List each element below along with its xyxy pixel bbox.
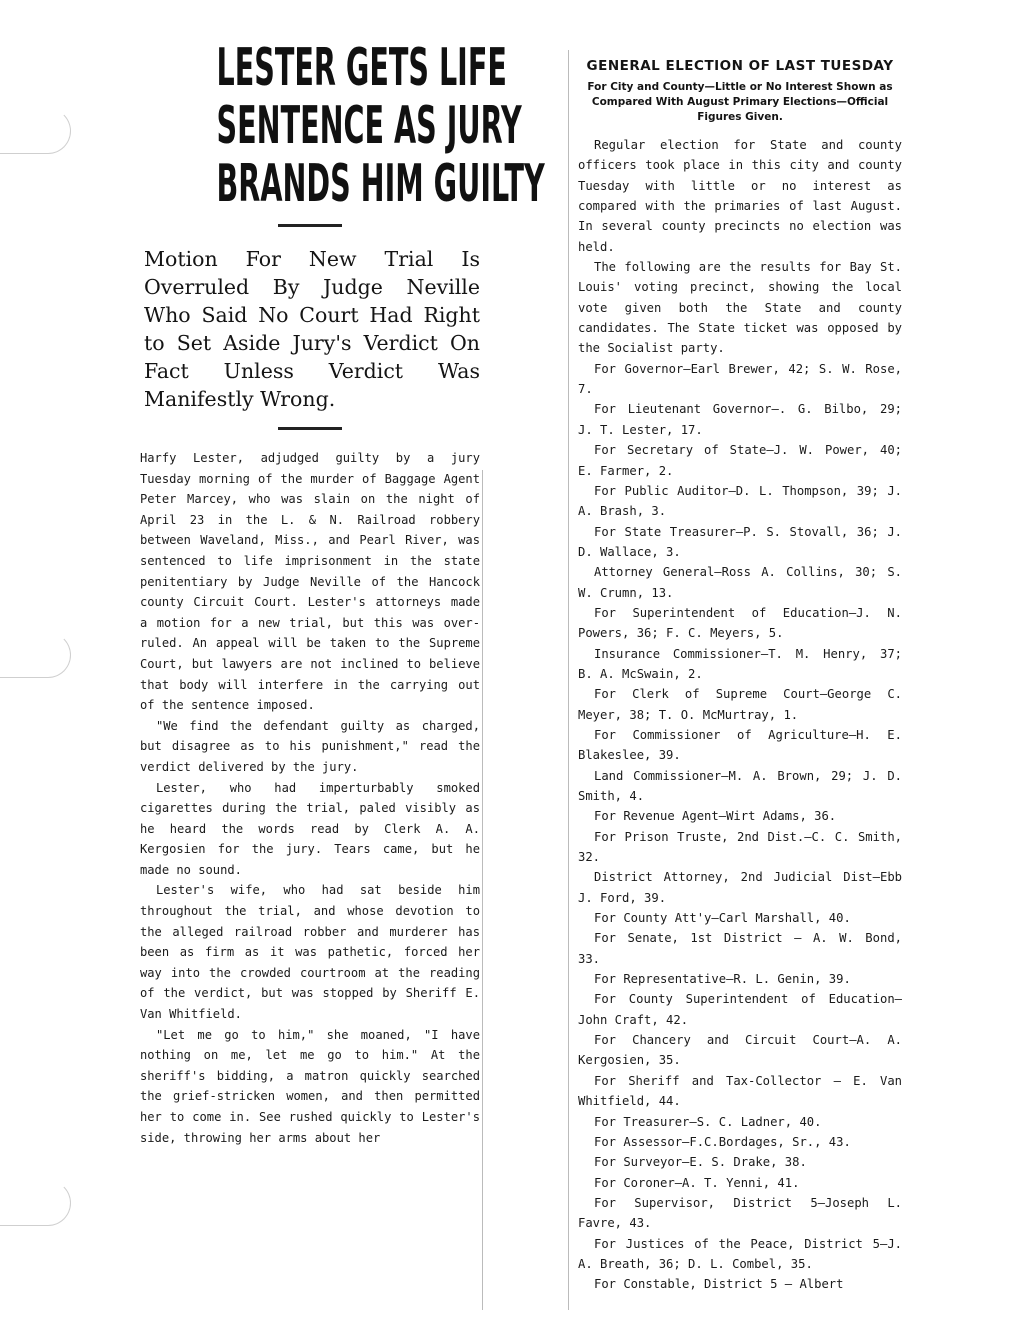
results-paragraph: Insurance Commissioner—T. M. Henry, 37; B. A. McSwain, 2.: [578, 646, 902, 681]
results-paragraph: For Secretary of State—J. W. Power, 40; E. Farmer, 2.: [578, 443, 902, 478]
headline-line: SENTENCE AS JURY: [216, 96, 522, 156]
binder-hole-mark: [0, 632, 71, 678]
results-paragraph: For Sheriff and Tax-Collector — E. Van Whitfield, 44.: [578, 1073, 902, 1109]
article-headline: [140, 38, 545, 214]
results-paragraph: For Representative—R. L. Genin, 39.: [594, 972, 851, 987]
results-paragraph: For Governor—Earl Brewer, 42; S. W. Rose, 7.: [578, 361, 902, 397]
results-paragraph: The following are the results for Bay St. Louis' voting precinct, showing the local vote given both the State and county candidates. The State ticket was opposed by the Socialist party.: [578, 260, 902, 356]
results-paragraph: For County Superintendent of Education—John Craft, 42.: [578, 992, 902, 1027]
clipping-edge: [568, 50, 569, 1310]
body-paragraph: Lester, who had imperturbably smoked cigarettes during the trial, paled visibly as he heard the words read by Clerk A. A. Kergosien for the jury. Tears came, but he made no sound.: [140, 780, 480, 877]
clipping-edge: [482, 470, 483, 1310]
results-paragraph: For Commissioner of Agriculture—H. E. Blakeslee, 39.: [578, 727, 902, 763]
results-paragraph: For Justices of the Peace, District 5—J. A. Breath, 36; D. L. Combel, 35.: [578, 1236, 902, 1271]
article-headline: GENERAL ELECTION OF LAST TUESDAY: [586, 58, 894, 74]
results-paragraph: For Chancery and Circuit Court—A. A. Kergosien, 35.: [578, 1033, 902, 1068]
body-paragraph: "Let me go to him," she moaned, "I have nothing on me, let me go to him." At the sheriff's bidding, a matron quickly searched the grief-stricken women, and then permitted her to come in. See rushed quickly to Lester's side, throwing her arms about her: [140, 1027, 480, 1145]
divider-rule: [278, 427, 342, 430]
results-paragraph: For Prison Truste, 2nd Dist.—C. C. Smith, 32.: [578, 829, 902, 865]
results-paragraph: Attorney General—Ross A. Collins, 30; S. W. Crumn, 13.: [578, 565, 902, 600]
headline-line: LESTER GETS LIFE: [216, 38, 507, 98]
binder-hole-mark: [0, 108, 71, 154]
results-paragraph: For Assessor—F.C.Bordages, Sr., 43.: [594, 1134, 851, 1149]
headline-line: BRANDS HIM GUILTY: [216, 154, 545, 214]
results-paragraph: For County Att'y—Carl Marshall, 40.: [594, 911, 851, 926]
article-deck: Motion For New Trial Is Overruled By Judge Neville Who Said No Court Had Right to Set Aside Jury's Verdict On Fact Unless Verdict Was Manifestly Wrong.: [144, 247, 480, 411]
results-paragraph: For Coroner—A. T. Yenni, 41.: [594, 1175, 800, 1190]
results-paragraph: For Treasurer—S. C. Ladner, 40.: [594, 1114, 822, 1129]
right-article: [578, 58, 902, 1295]
results-paragraph: Land Commissioner—M. A. Brown, 29; J. D. Smith, 4.: [578, 768, 902, 803]
results-paragraph: For Lieutenant Governor—. G. Bilbo, 29; J. T. Lester, 17.: [578, 402, 902, 437]
results-paragraph: For State Treasurer—P. S. Stovall, 36; J. D. Wallace, 3.: [578, 524, 902, 559]
article-body: [578, 135, 902, 1295]
body-paragraph: Lester's wife, who had sat beside him throughout the trial, and whose devotion to the alleged railroad robber and murderer has been as firm as it was pathetic, forced her way into the crowded courtroom at the reading of the verdict, but was stopped by Sheriff E. Van Whitfield.: [140, 883, 480, 1022]
article-body: [140, 448, 480, 1148]
results-paragraph: For Senate, 1st District — A. W. Bond, 33.: [578, 931, 902, 966]
results-paragraph: For Public Auditor—D. L. Thompson, 39; J. A. Brash, 3.: [578, 483, 902, 519]
binder-hole-mark: [0, 1180, 71, 1226]
results-paragraph: For Superintendent of Education—J. N. Powers, 36; F. C. Meyers, 5.: [578, 605, 902, 641]
body-paragraph: Harfy Lester, adjudged guilty by a jury Tuesday morning of the murder of Baggage Agent Peter Marcey, who was slain on the night of April 23 in the L. & N. Railroad robbery between Waveland, Miss., and Pearl River, was sentenced to life imprisonment in the state penitentiary by Judge Neville of the Hancock county Circuit Court. Lester's attorneys made a motion for a new trial, but this was over-ruled. An appeal will be taken to the Supreme Court, but lawyers are not inclined to believe that body will interfere in the carrying out of the sentence imposed.: [140, 451, 480, 713]
left-article: [140, 38, 545, 1148]
results-paragraph: For Clerk of Supreme Court—George C. Meyer, 38; T. O. McMurtray, 1.: [578, 687, 902, 722]
results-paragraph: Regular election for State and county officers took place in this city and county Tuesday with little or no interest as compared with the primaries of last August. In several county precincts no election was held.: [578, 138, 902, 254]
results-paragraph: For Surveyor—E. S. Drake, 38.: [594, 1155, 807, 1170]
article-deck: For City and County—Little or No Interest Shown as Compared With August Primary Elections—Official Figures Given.: [587, 81, 893, 123]
results-paragraph: District Attorney, 2nd Judicial Dist—Ebb J. Ford, 39.: [578, 870, 902, 905]
results-paragraph: For Constable, District 5 — Albert: [594, 1277, 844, 1292]
results-paragraph: For Supervisor, District 5—Joseph L. Favre, 43.: [578, 1195, 902, 1231]
results-paragraph: For Revenue Agent—Wirt Adams, 36.: [594, 809, 837, 824]
body-paragraph: "We find the defendant guilty as charged, but disagree as to his punishment," read the verdict delivered by the jury.: [140, 718, 480, 774]
divider-rule: [278, 224, 342, 227]
